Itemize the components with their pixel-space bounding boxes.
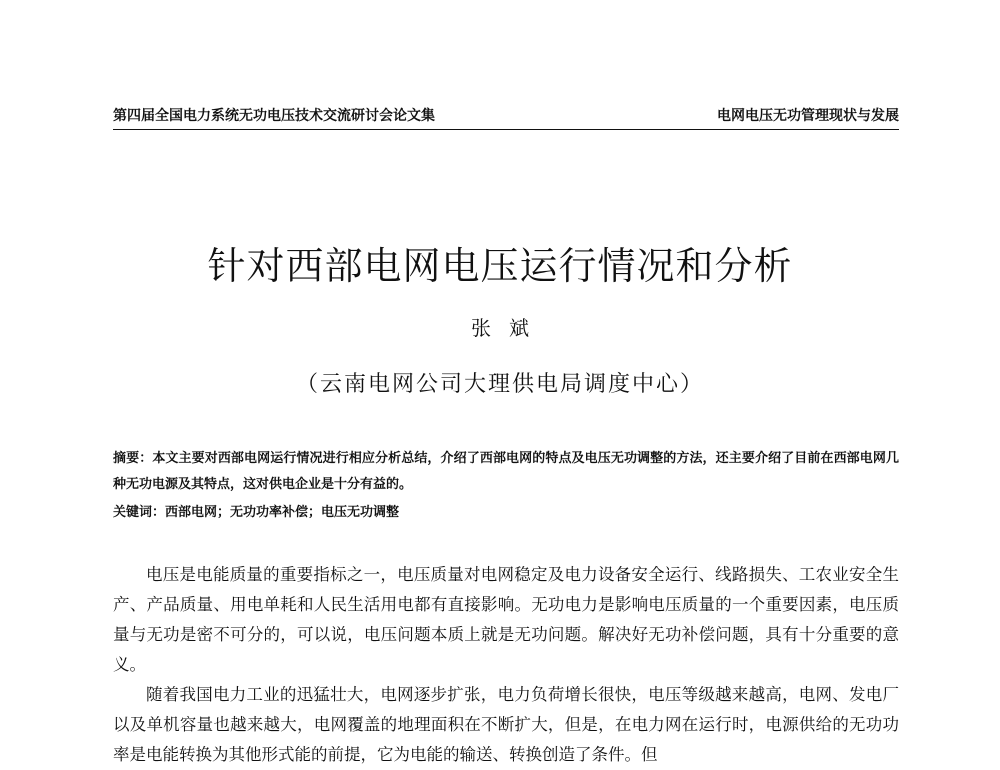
abstract-label: 摘要： bbox=[113, 451, 153, 466]
keywords-text: 西部电网；无功功率补偿；电压无功调整 bbox=[165, 505, 400, 520]
running-header bbox=[113, 106, 899, 130]
body-text bbox=[113, 560, 899, 770]
header-section-title: 电网电压无功管理现状与发展 bbox=[717, 108, 899, 124]
abstract-text: 本文主要对西部电网运行情况进行相应分析总结，介绍了西部电网的特点及电压无功调整的方法，还主要介绍了目前在西部电网几种无功电源及其特点，这对供电企业是十分有益的。 bbox=[113, 451, 899, 492]
body-paragraph: 电压是电能质量的重要指标之一，电压质量对电网稳定及电力设备安全运行、线路损失、工农业安全生产、产品质量、用电单耗和人民生活用电都有直接影响。无功电力是影响电压质量的一个重要因素，电压质量与无功是密不可分的，可以说，电压问题本质上就是无功问题。解决好无功补偿问题，具有十分重要的意义。 bbox=[113, 565, 899, 674]
paper-title: 针对西部电网电压运行情况和分析 bbox=[207, 244, 793, 289]
author-affiliation: （云南电网公司大理供电局调度中心） bbox=[295, 372, 704, 397]
header-proceedings-title: 第四届全国电力系统无功电压技术交流研讨会论文集 bbox=[113, 108, 435, 124]
keywords bbox=[113, 500, 899, 526]
author-name: 张斌 bbox=[471, 316, 547, 340]
keywords-label: 关键词： bbox=[113, 505, 166, 520]
body-paragraph: 随着我国电力工业的迅猛壮大，电网逐步扩张，电力负荷增长很快，电压等级越来越高，电网、发电厂以及单机容量也越来越大，电网覆盖的地理面积在不断扩大，但是，在电力网在运行时，电源供给的无功功率是电能转换为其他形式能的前提，它为电能的输送、转换创造了条件。但 bbox=[113, 685, 899, 764]
abstract bbox=[113, 446, 899, 498]
